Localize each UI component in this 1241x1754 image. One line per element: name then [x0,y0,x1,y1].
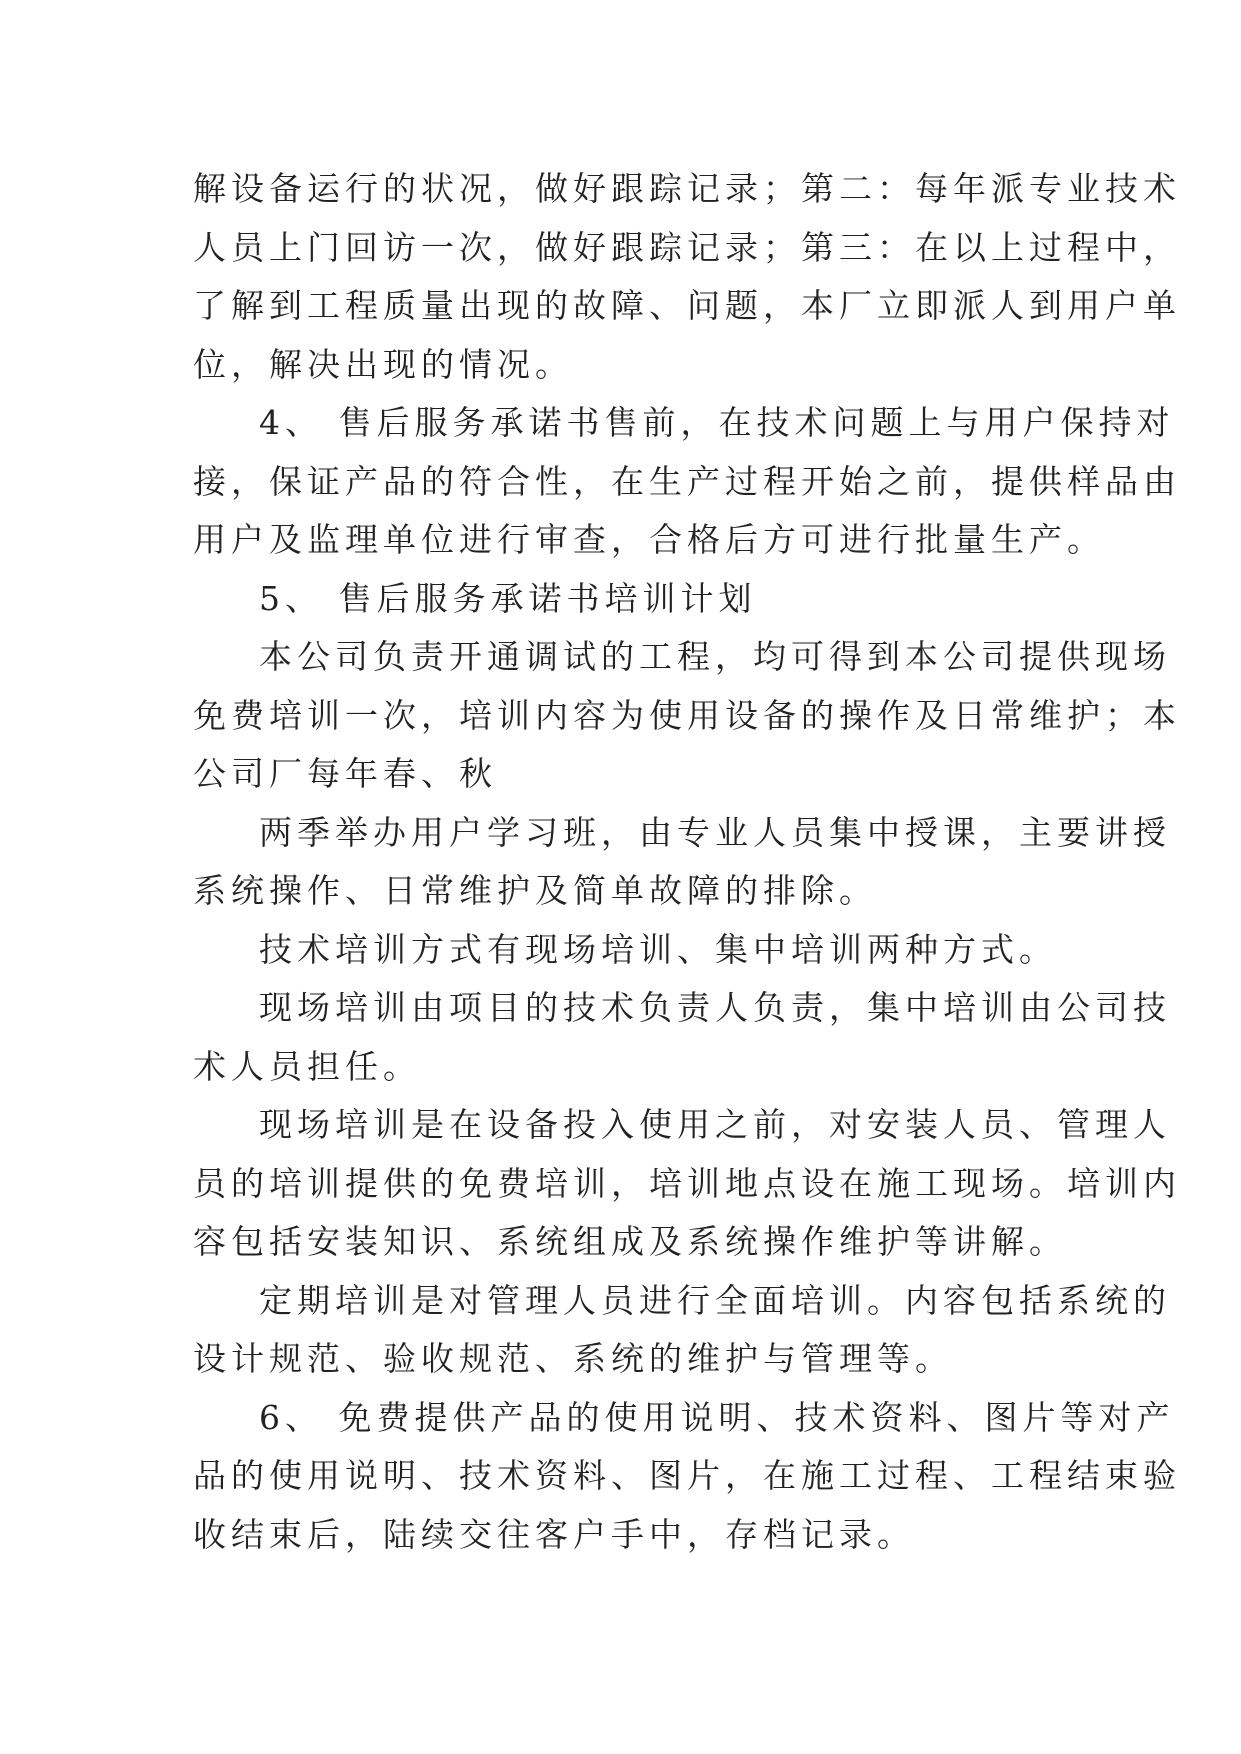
paragraph-training-methods [193,921,1063,980]
text-line: 品的使用说明、技术资料、图片，在施工过程、工程结束验 [193,1456,1181,1495]
text-line: 公司厂每年春、秋 [193,754,497,793]
paragraph-periodic-training [193,1272,1171,1389]
paragraph-onsite-training-detail [193,1096,1181,1272]
text-line: 了解到工程质量出现的故障、问题，本厂立即派人到用户单 [193,286,1181,325]
text-line: 现场培训是在设备投入使用之前，对安装人员、管理人 [259,1105,1171,1144]
text-line: 解设备运行的状况，做好跟踪记录；第二：每年派专业技术 [193,169,1181,208]
text-line: 技术培训方式有现场培训、集中培训两种方式。 [259,929,1057,969]
text-line: 系统操作、日常维护及简单故障的排除。 [193,871,877,910]
text-line: 免费培训一次，培训内容为使用设备的操作及日常维护；本 [193,695,1181,735]
text-line: 人员上门回访一次，做好跟踪记录；第三：在以上过程中， [193,227,1181,267]
text-line: 用户及监理单位进行审查，合格后方可进行批量生产。 [193,520,1105,559]
text-line: 6、 免费提供产品的使用说明、技术资料、图片等对产 [259,1397,1175,1437]
text-line: 现场培训由项目的技术负责人负责，集中培训由公司技 [259,988,1171,1027]
paragraph-training-classes [193,804,1171,921]
text-line: 定期培训是对管理人员进行全面培训。内容包括系统的 [259,1280,1171,1320]
paragraph-training-responsibility [193,979,1171,1096]
document-body [193,160,1181,1564]
paragraph-item-5-heading [193,570,1063,629]
paragraph-item-6 [193,1389,1181,1565]
text-line: 接，保证产品的符合性，在生产过程开始之前，提供样品由 [193,461,1181,501]
paragraph-training-onsite [193,628,1181,804]
paragraph-item-4 [193,394,1181,570]
text-line: 5、 售后服务承诺书培训计划 [259,578,757,618]
text-line: 位，解决出现的情况。 [193,344,573,384]
text-line: 容包括安装知识、系统组成及系统操作维护等讲解。 [193,1222,1067,1261]
text-line: 两季举办用户学习班，由专业人员集中授课，主要讲授 [259,812,1171,852]
text-line: 4、 售后服务承诺书售前，在技术问题上与用户保持对 [259,403,1175,442]
text-line: 术人员担任。 [193,1046,421,1086]
text-line: 本公司负责开通调试的工程，均可得到本公司提供现场 [259,637,1171,676]
text-line: 收结束后，陆续交往客户手中，存档记录。 [193,1514,915,1554]
text-line: 设计规范、验收规范、系统的维护与管理等。 [193,1339,953,1378]
text-line: 员的培训提供的免费培训，培训地点设在施工现场。培训内 [193,1163,1181,1203]
paragraph-continuation [193,160,1181,394]
